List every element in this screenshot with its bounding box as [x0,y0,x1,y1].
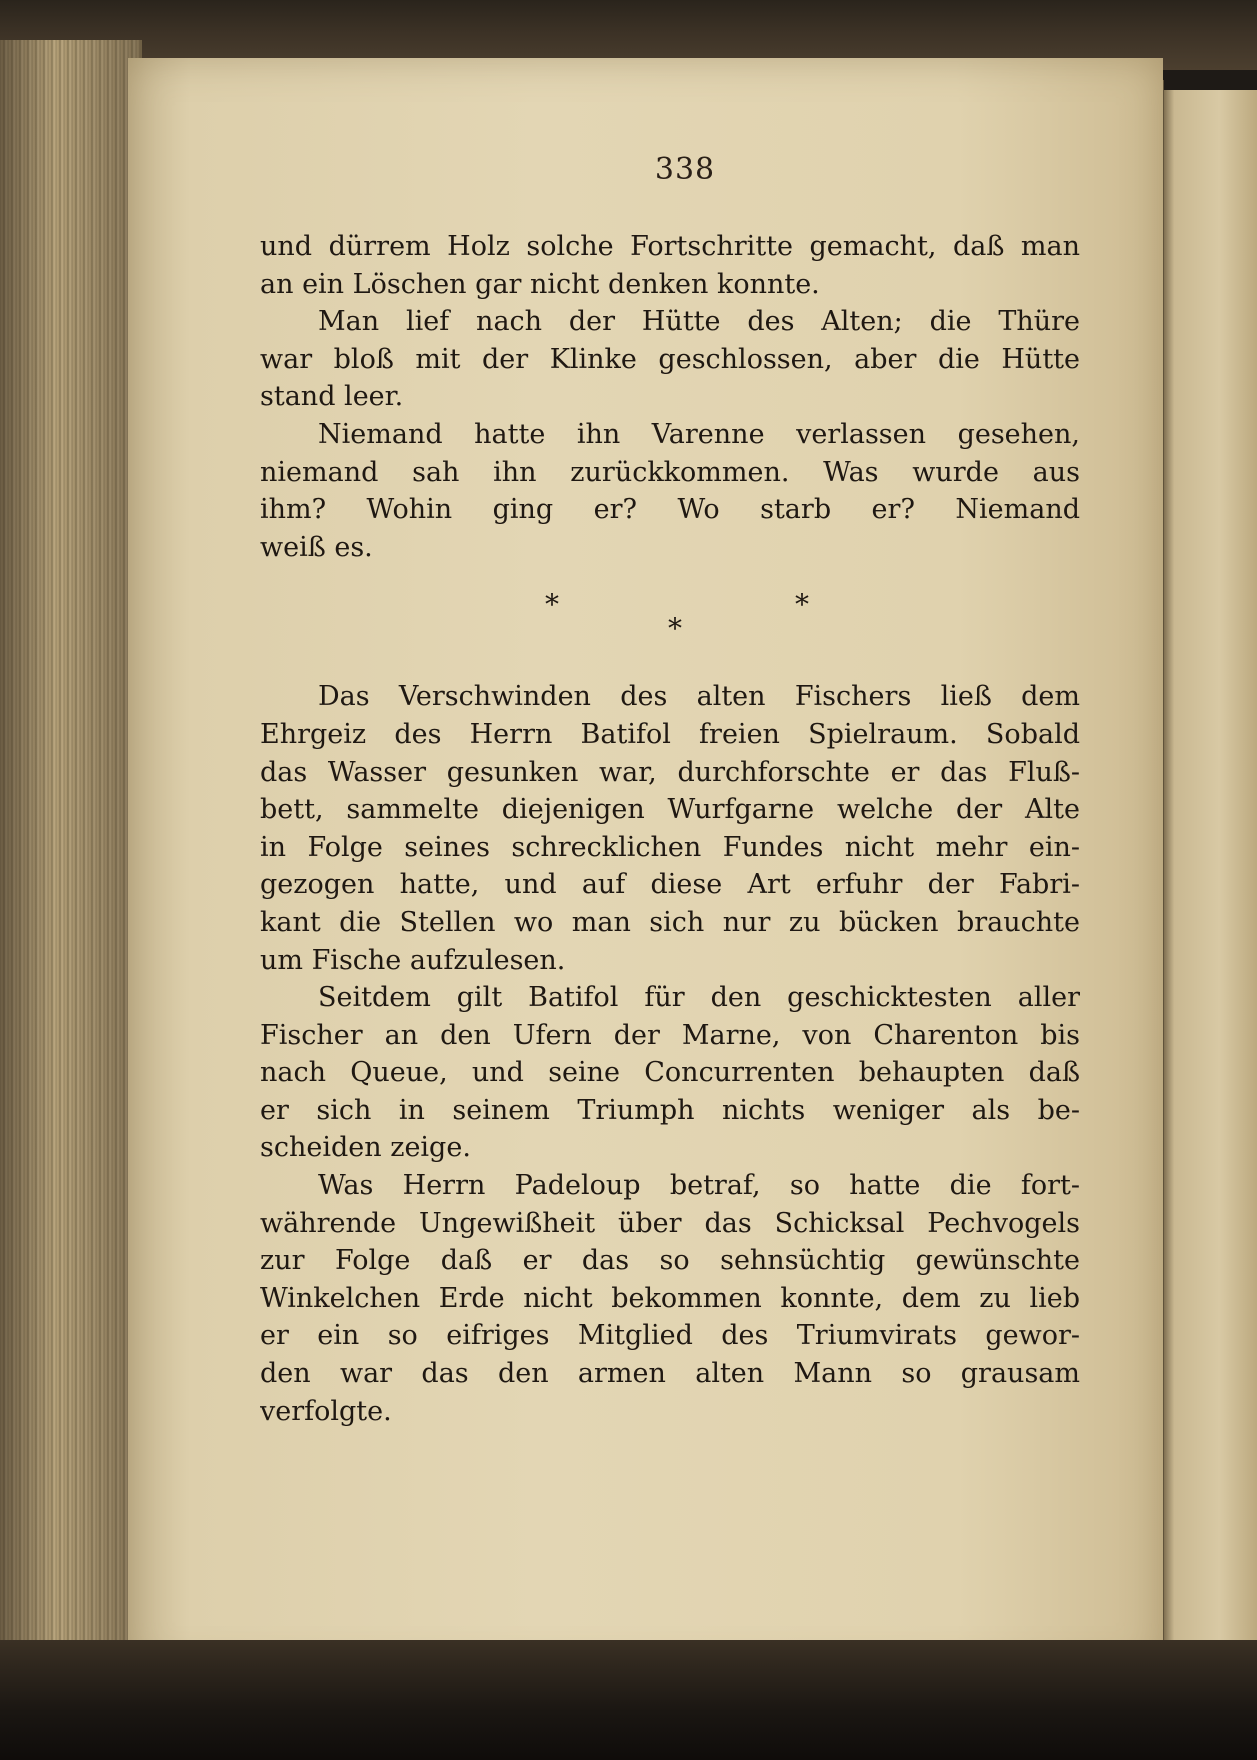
text-line: er sich in seinem Triumph nichts weniger als be- [260,1094,1080,1126]
text-line: ihm? Wohin ging er? Wo starb er? Niemand [260,494,1080,526]
text-line: gezogen hatte, und auf diese Art erfuhr der Fabri- [260,869,1080,901]
text-line: verfolgte. [260,1395,392,1427]
text-line: Fischer an den Ufern der Marne, von Charenton bis [260,1019,1080,1051]
text-line: um Fische aufzulesen. [260,944,566,976]
text-line: niemand sah ihn zurückkommen. Was wurde aus [260,456,1080,488]
text-line: währende Ungewißheit über das Schicksal Pechvogels [260,1207,1080,1239]
text-line: in Folge seines schrecklichen Fundes nicht mehr ein- [260,831,1080,863]
separator-star: * [545,588,559,622]
text-line: scheiden zeige. [260,1132,471,1164]
paragraph [260,303,1080,416]
text-line: weiß es. [260,531,373,563]
book-bottom-edge [0,1640,1257,1760]
text-line: Niemand hatte ihn Varenne verlassen gesehen, [318,418,1080,450]
section-separator [260,566,1080,678]
paragraph [260,416,1080,566]
separator-star: * [668,612,682,646]
text-line: Was Herrn Padeloup betraf, so hatte die fort- [318,1170,1080,1202]
text-line: Man lief nach der Hütte des Alten; die Thüre [318,306,1080,338]
text-line: Seitdem gilt Batifol für den geschicktesten aller [318,982,1080,1014]
paragraph [260,228,1080,303]
text-line: kant die Stellen wo man sich nur zu bücken brauchte [260,906,1080,938]
paragraph [260,1167,1080,1430]
facing-page-edge [1163,90,1257,1670]
page-text [260,228,1080,1430]
text-line: an ein Löschen gar nicht denken konnte. [260,268,820,300]
page-stack-edge [0,40,142,1660]
text-line: Das Verschwinden des alten Fischers ließ dem [318,681,1080,713]
separator-star: * [795,588,809,622]
text-line: er ein so eifriges Mitglied des Triumvirats gewor- [260,1320,1080,1352]
text-line: stand leer. [260,381,404,413]
text-line: zur Folge daß er das so sehnsüchtig gewünschte [260,1245,1080,1277]
text-line: Ehrgeiz des Herrn Batifol freien Spielraum. Sobald [260,718,1080,750]
paragraph [260,979,1080,1167]
text-line: den war das den armen alten Mann so grausam [260,1358,1080,1390]
text-line: und dürrem Holz solche Fortschritte gemacht, daß man [260,231,1080,262]
text-line: nach Queue, und seine Concurrenten behaupten daß [260,1057,1080,1089]
paragraph [260,678,1080,979]
text-line: Winkelchen Erde nicht bekommen konnte, dem zu lieb [260,1282,1080,1314]
text-line: bett, sammelte diejenigen Wurfgarne welche der Alte [260,794,1080,826]
page-number: 338 [654,152,716,187]
text-line: war bloß mit der Klinke geschlossen, aber die Hütte [260,343,1080,375]
text-line: das Wasser gesunken war, durchforschte er das Fluß- [260,756,1080,788]
